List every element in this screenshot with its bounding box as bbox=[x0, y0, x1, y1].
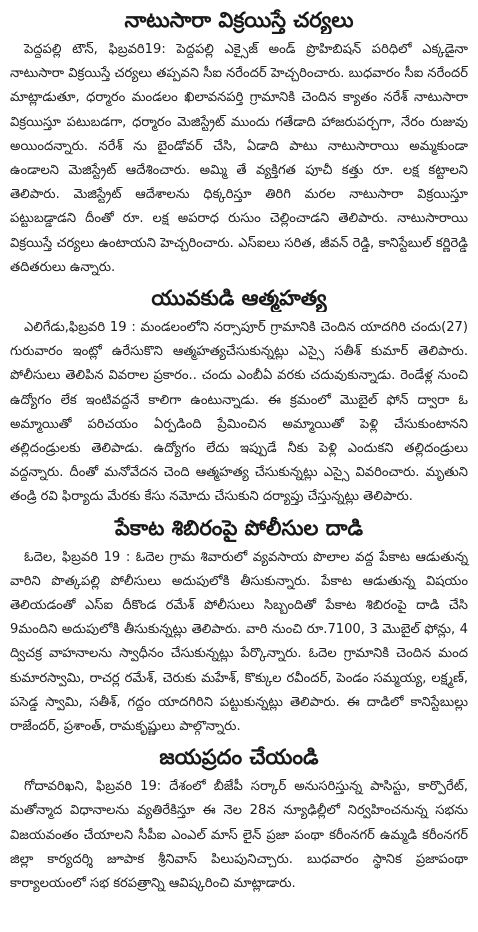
headline: జయప్రదం చేయండి bbox=[159, 745, 319, 770]
headline: యువకుడి ఆత్మహత్య bbox=[151, 286, 327, 311]
article-liquor-sale bbox=[0, 6, 478, 280]
cropped-previous-text bbox=[0, 0, 478, 4]
article-body: గోదావరిఖని, ఫిబ్రవరి 19: దేశంలో బీజేపీ సర్కార్ అనుసరిస్తున్న పాసిస్టు, కార్పొరేట్, మతోన్మాద విధానాలను వ్యతిరేకిస్తూ ఈ నెల 28న న్యూఢిల్లీలో నిర్వహించనున్న సభను విజయవంతం చేయాలని సీపీఐ ఎంఎల్ మాస్ లైన్ ప్రజా పంథా కరీంనగర్ ఉమ్మడి కరీంనగర్ జిల్లా కార్యదర్శి జూపాక శ్రీనివాస్ పిలుపునిచ్చారు. బుధవారం స్థానిక ప్రజాపంథా కార్యాలయంలో సభ కరపత్రాన్ని ఆవిష్కరించి మాట్లాడారు. bbox=[10, 779, 468, 892]
headline: నాటుసారా విక్రయిస్తే చర్యలు bbox=[124, 8, 354, 32]
article-body: ఓదెల, ఫిబ్రవరి 19 : ఓదెల గ్రామ శివారులో వ్యవసాయ పొలాల వద్ద పేకాట ఆడుతున్న వారిని పొత్కపల్లి పోలీసులు అదుపులోకి తీసుకున్నారు. పేకాట ఆడుతున్న విషయం తెలియడంతో ఎస్ఐ దీకొండ రమేశ్ పోలీసులు సిబ్బందితో పేకాట శిబిరంపై దాడి చేసి 9మందిని అదుపులోకి తీసుకున్నట్లు తెలిపారు. వారి నుంచి రూ.7100, 3 మొబైల్ ఫోన్లు, 4 ద్విచక్ర వాహనాలను స్వాధీనం చేసుకున్నట్లు పేర్కొన్నారు. ఓదెల గ్రామానికి చెందిన మంద కుమారస్వామి, రాచర్ల రమేశ్, చెరుకు మహేశ్, కొక్కుల రవీందర్, పెండం సమ్మయ్య, లక్ష్మణ్, పసెడ్డ స్వామి, సతీశ్, గద్దం యాదగిరిని పట్టుకున్నట్లు తెలిపారు. ఈ దాడిలో కానిస్టేబుల్లు రాజేందర్, ప్రశాంత్, రామకృష్ణులు పాల్గొన్నారు. bbox=[10, 549, 468, 735]
article-body: పెద్దపల్లి టౌన్, ఫిబ్రవరి19: పెద్దపల్లి ఎక్సైజ్ అండ్ ప్రొహిబిషన్ పరిధిలో ఎక్కడైనా నాటుసారా విక్రయిస్తే చర్యలు తప్పవని సీఐ నరేందర్ హెచ్చరించారు. బుధవారం సీఐ నరేందర్ మాట్లాడుతూ, ధర్మారం మండలం ఖిలావనపర్తి గ్రామానికి చెందిన క్యాతం నరేశ్ నాటుసారా విక్రయిస్తూ పటుబడగా, ధర్మారం మెజిస్ట్రేట్ ముందు గతేడాది హాజరుపర్చగా, నేరం రుజువు అయిందన్నారు. నరేశ్ ను బైండోవర్ చేసి, ఏడాది పాటు నాటుసారాయి అమ్మకుండా ఉండాలని మెజిస్ట్రేట్ ఆదేశించారు. అమ్మి తే వ్యక్తిగత పూచీ కత్తు రూ. లక్ష కట్టాలని తెలిపారు. మెజిస్ట్రేట్ ఆదేశాలను ధిక్కరిస్తూ తిరిగి మరల నాటుసారా విక్రయిస్తూ పట్టుబడ్డాడని దీంతో రూ. లక్ష అపరాధ రుసుం చెల్లించాడని తెలిపారు. నాటుసారాయి విక్రయిస్తే చర్యలు ఉంటాయని హెచ్చరించారు. ఎస్ఐలు సరిత, జీవన్ రెడ్డి, కానిస్టేబుల్ కర్ణిరెడ్డి తదితరులు ఉన్నారు. bbox=[10, 42, 468, 275]
article-make-successful bbox=[0, 743, 478, 896]
article-body: ఎలిగేడు,ఫిబ్రవరి 19 : మండలంలోని నర్సాపూర్ గ్రామానికి చెందిన యాదగిరి చందు(27) గురువారం ఇంట్లో ఉరేసుకొని ఆత్మహత్యచేసుకున్నట్లు ఎస్సై సతీశ్ కుమార్ తెలిపారు. పోలీసులు తెలిపిన వివరాల ప్రకారం.. చందు ఎంబీఏ వరకు చదువుకున్నాడు. రెండేళ్ల నుంచి ఉద్యోగం లేక ఇంటివద్దనే కాలిగా ఉంటున్నాడు. ఈ క్రమంలో మొబైల్ ఫోన్ ద్వారా ఓ అమ్మాయితో పరిచయం ఏర్పడింది ప్రేమించిన అమ్మాయితో పెళ్లి చేసుకుంటానని తల్లిదండ్రులకు తెలిపాడు. ఉద్యోగం లేదు ఇప్పుడే నీకు పెళ్లి ఎందుకని తల్లిదండ్రులు వద్దన్నారు. దీంతో మనోవేదన చెంది ఆత్మహత్య చేసుకున్నట్లు ఎస్సై వివరించారు. మృతుని తండ్రి రవి ఫిర్యాదు మేరకు కేసు నమోదు చేసుకుని దర్యాప్తు చేస్తున్నట్లు తెలిపారు. bbox=[10, 320, 468, 505]
article-gambling-raid bbox=[0, 514, 478, 740]
article-youth-suicide bbox=[0, 284, 478, 510]
headline: పేకాట శిబిరంపై పోలీసుల దాడి bbox=[114, 515, 364, 540]
